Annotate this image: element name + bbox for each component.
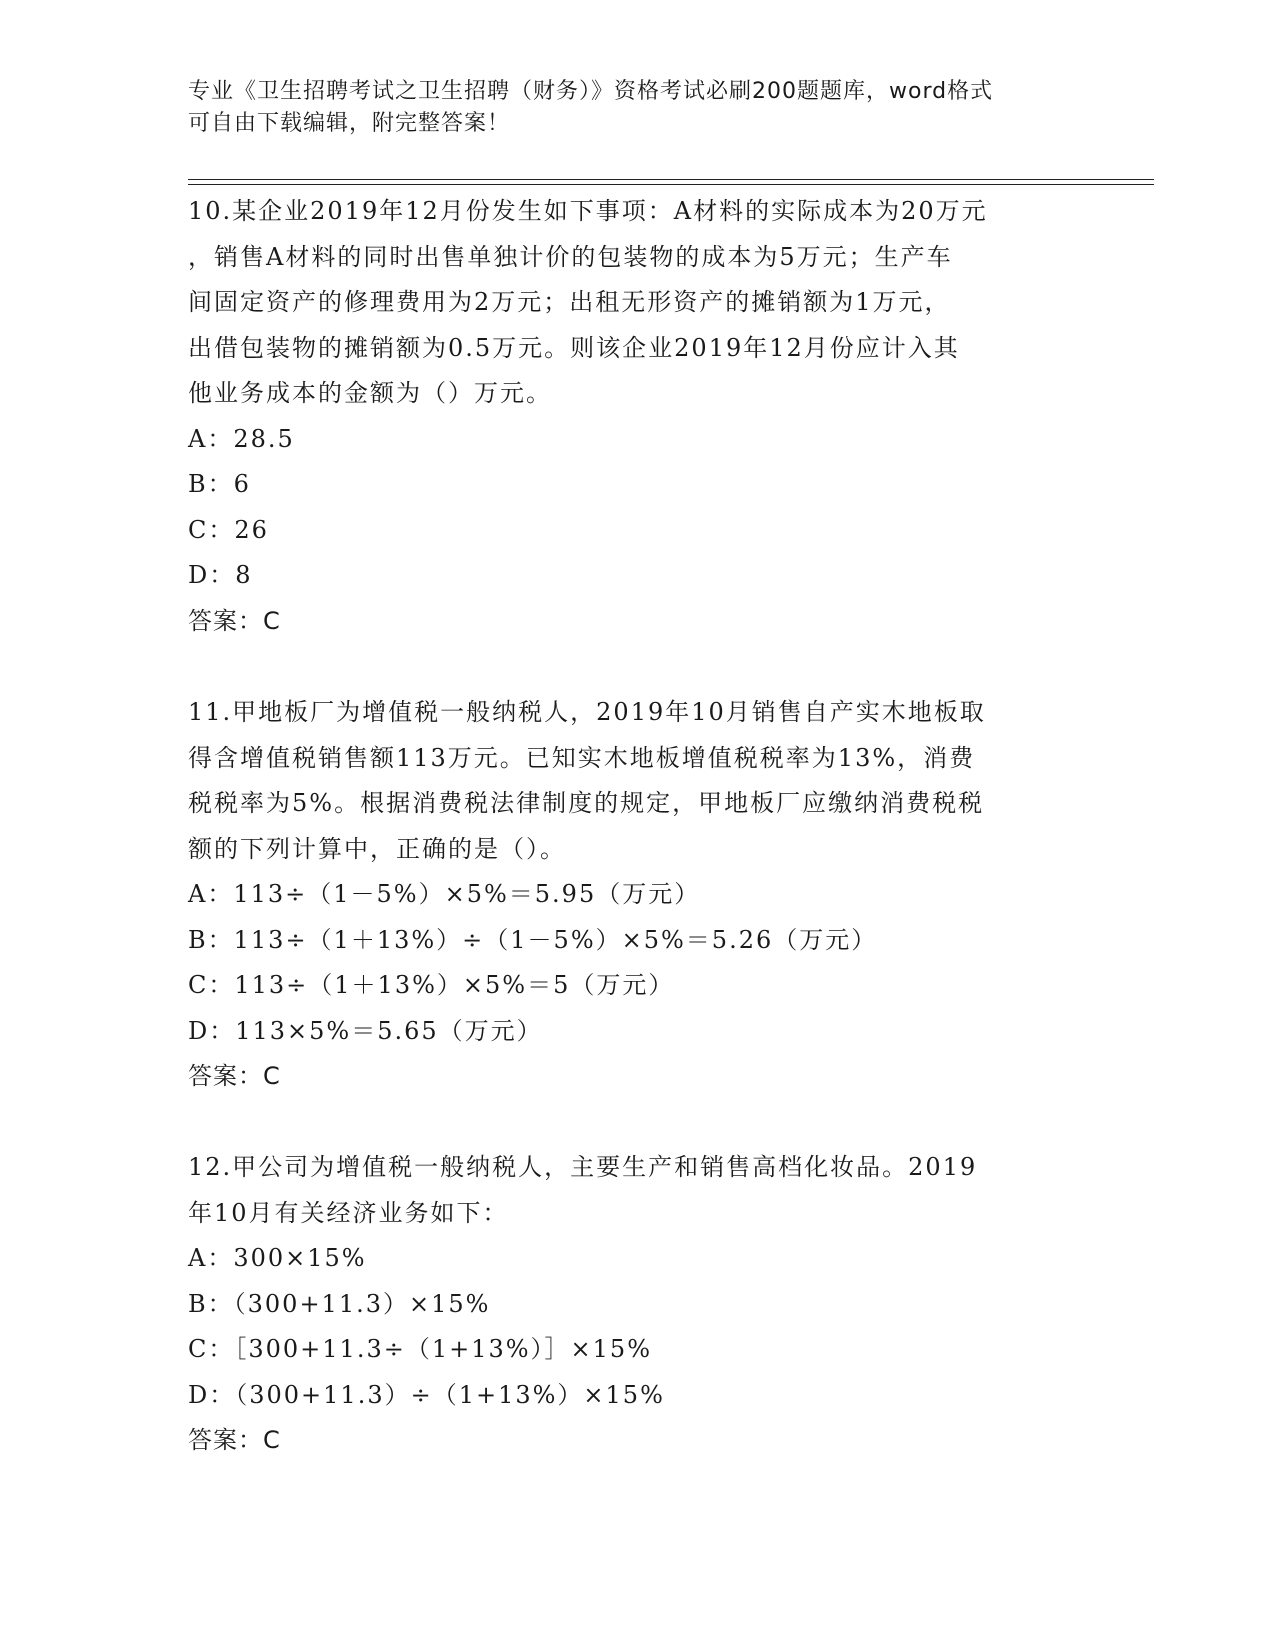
- stem-line: 得含增值税销售额113万元。已知实木地板增值税税率为13%，消费: [188, 743, 976, 772]
- stem-line: 出借包装物的摊销额为0.5万元。则该企业2019年12月份应计入其: [188, 333, 960, 362]
- option-a: A：28.5: [188, 424, 295, 453]
- question-10: [188, 189, 1088, 644]
- question-stem: [188, 690, 1088, 872]
- option-b: B：6: [188, 470, 251, 498]
- document-header: [188, 76, 1088, 140]
- stem-line: 10.某企业2019年12月份发生如下事项：A材料的实际成本为20万元: [188, 197, 988, 225]
- header-line-2: 可自由下载编辑，附完整答案！: [188, 111, 511, 136]
- option-c: C：113÷（1＋13%）×5%＝5（万元）: [188, 971, 675, 999]
- answer-line: 答案：C: [188, 606, 281, 635]
- option-d: D：8: [188, 561, 253, 589]
- stem-line: 间固定资产的修理费用为2万元；出租无形资产的摊销额为1万元，: [188, 288, 951, 316]
- option-c: C：［300+11.3÷（1+13%）］×15%: [188, 1335, 653, 1363]
- question-12: [188, 1145, 1088, 1464]
- stem-line: 额的下列计算中，正确的是（）。: [188, 834, 566, 863]
- question-11: [188, 690, 1088, 1100]
- question-stem: [188, 189, 1088, 417]
- answer-line: 答案：C: [188, 1426, 281, 1454]
- stem-line: 11.甲地板厂为增值税一般纳税人，2019年10月销售自产实木地板取: [188, 698, 986, 726]
- header-rule-bottom: [188, 184, 1154, 185]
- stem-line: 年10月有关经济业务如下：: [188, 1198, 509, 1227]
- answer-line: 答案：C: [188, 1062, 281, 1090]
- stem-line: 税税率为5%。根据消费税法律制度的规定，甲地板厂应缴纳消费税税: [188, 789, 985, 817]
- stem-line: ，销售A材料的同时出售单独计价的包装物的成本为5万元；生产车: [188, 242, 953, 271]
- stem-line: 12.甲公司为增值税一般纳税人，主要生产和销售高档化妆品。2019: [188, 1153, 978, 1181]
- option-d: D：（300+11.3）÷（1+13%）×15%: [188, 1380, 665, 1409]
- option-a: A：113÷（1－5%）×5%＝5.95（万元）: [188, 880, 701, 908]
- option-d: D：113×5%＝5.65（万元）: [188, 1016, 543, 1045]
- option-b: B：（300+11.3）×15%: [188, 1289, 491, 1318]
- header-rule-top: [188, 179, 1154, 180]
- option-a: A：300×15%: [188, 1244, 367, 1272]
- stem-line: 他业务成本的金额为（）万元。: [188, 379, 552, 407]
- option-b: B：113÷（1＋13%）÷（1－5%）×5%＝5.26（万元）: [188, 925, 878, 954]
- question-stem: [188, 1145, 1088, 1236]
- option-c: C：26: [188, 515, 269, 544]
- header-line-1: 专业《卫生招聘考试之卫生招聘（财务）》资格考试必刷200题题库，word格式: [188, 79, 994, 104]
